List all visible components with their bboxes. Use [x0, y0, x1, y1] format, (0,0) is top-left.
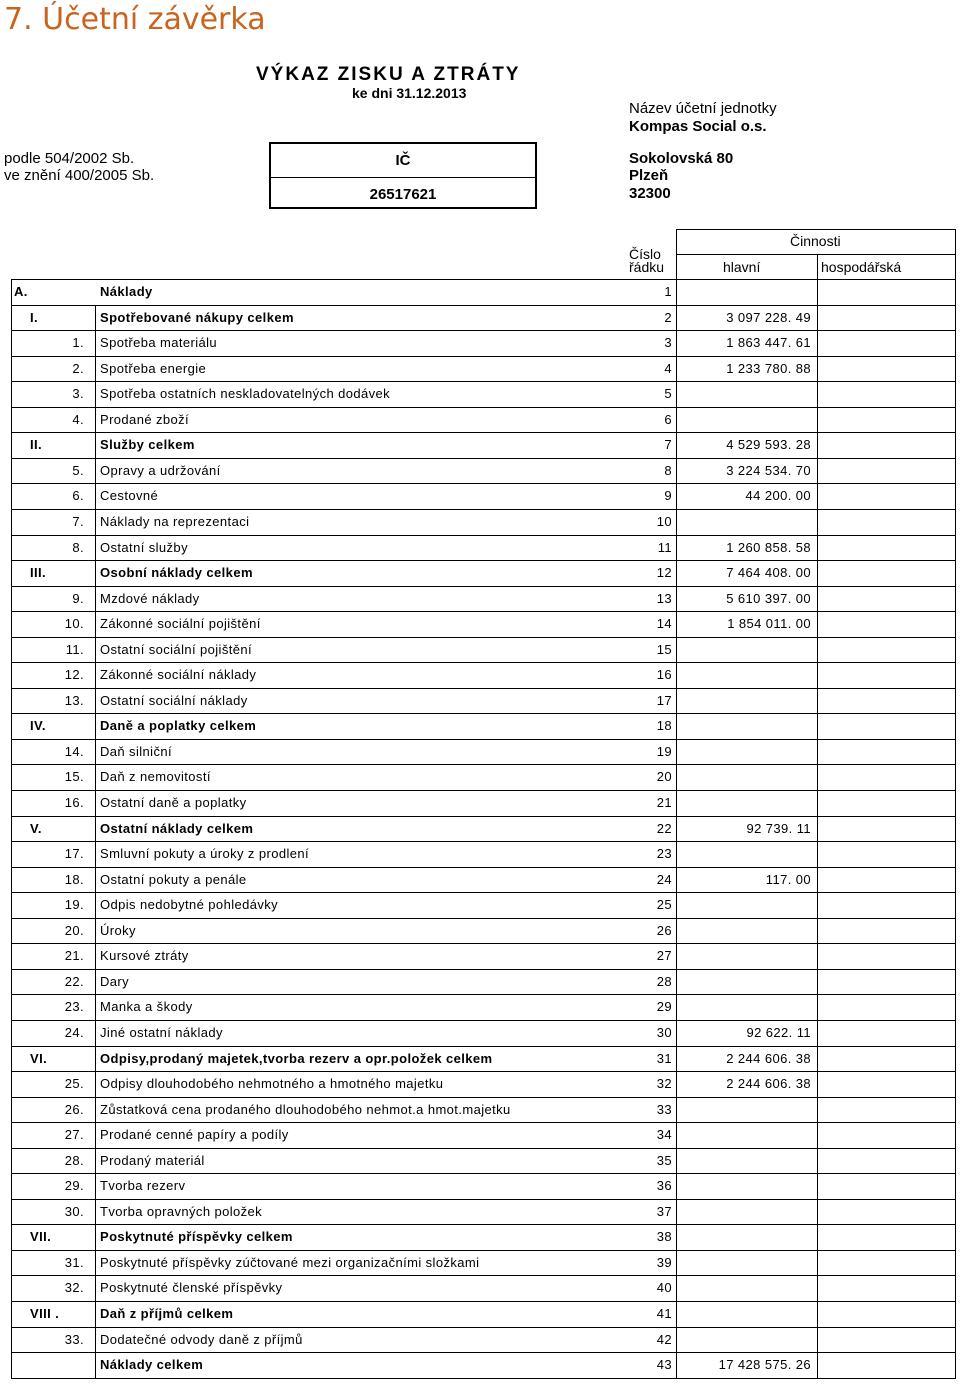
row-main-value: 17 428 575. 26 [718, 1357, 811, 1373]
row-number: I. [30, 309, 39, 325]
row-label: Poskytnuté členské příspěvky [100, 1280, 283, 1296]
row-label: Náklady na reprezentaci [100, 513, 250, 529]
row-line-number: 36 [656, 1178, 672, 1194]
row-label: Kursové ztráty [100, 948, 189, 964]
row-label: Daň z příjmů celkem [100, 1306, 234, 1321]
row-number: V. [30, 820, 42, 836]
line-number-header-2: řádku [629, 259, 665, 275]
row-label: Odpisy,prodaný majetek,tvorba rezerv a opr.položek celkem [100, 1050, 493, 1066]
row-number: 8. [72, 539, 84, 555]
ic-value: 26517621 [369, 186, 437, 203]
table-row [0, 1148, 960, 1173]
row-number: 11. [65, 641, 84, 657]
row-label: Jiné ostatní náklady [100, 1024, 223, 1040]
row-line-number: 43 [656, 1357, 672, 1373]
report-title: VÝKAZ ZISKU A ZTRÁTY [256, 64, 521, 85]
row-main-value: 5 610 397. 00 [726, 590, 811, 606]
row-number: 12. [64, 667, 84, 683]
row-main-value: 1 854 011. 00 [727, 616, 811, 632]
row-main-value: 1 233 780. 88 [726, 360, 811, 376]
row-label: Tvorba rezerv [100, 1178, 186, 1194]
row-line-number: 12 [656, 565, 672, 581]
row-line-number: 22 [656, 820, 672, 836]
row-line-number: 2 [664, 309, 672, 325]
row-line-number: 8 [664, 462, 672, 478]
row-label: Ostatní sociální náklady [100, 692, 248, 708]
row-line-number: 13 [656, 590, 672, 606]
report-date: ke dni 31.12.2013 [352, 85, 467, 101]
table-row [0, 662, 960, 687]
table-row [0, 790, 960, 815]
table-row [0, 279, 960, 304]
entity-name-label: Název účetní jednotky [629, 100, 777, 117]
table-row [0, 994, 960, 1019]
ic-label: IČ [395, 152, 411, 169]
table-right-border [955, 229, 956, 1378]
table-row [0, 458, 960, 483]
table-row [0, 407, 960, 432]
row-number: 28. [64, 1152, 84, 1168]
row-number: 21. [64, 948, 84, 964]
row-label: Náklady [100, 284, 153, 299]
table-row [0, 739, 960, 764]
table-row [0, 841, 960, 866]
row-number: 33. [64, 1331, 84, 1347]
row-label: Zákonné sociální pojištění [100, 616, 261, 632]
row-number: 7. [72, 513, 84, 529]
table-row [0, 1224, 960, 1249]
row-number: VII. [30, 1229, 52, 1245]
row-main-value: 2 244 606. 38 [726, 1050, 811, 1066]
row-label: Odpisy dlouhodobého nehmotného a hmotného majetku [100, 1076, 444, 1092]
row-line-number: 42 [656, 1331, 672, 1347]
row-line-number: 33 [656, 1101, 672, 1117]
row-label: Zákonné sociální náklady [100, 667, 257, 683]
section-title: 7. Účetní závěrka [4, 2, 266, 37]
row-line-number: 27 [656, 948, 672, 964]
row-line-number: 18 [656, 718, 672, 734]
table-row [0, 1020, 960, 1045]
label-column-border [95, 305, 96, 1378]
row-label: Poskytnuté příspěvky celkem [100, 1229, 293, 1245]
row-line-number: 21 [656, 795, 672, 810]
table-row [0, 816, 960, 841]
row-line-number: 3 [664, 335, 672, 351]
row-line-number: 9 [664, 488, 672, 504]
row-label: Prodané zboží [100, 411, 190, 427]
row-label: Prodané cenné papíry a podíly [100, 1127, 289, 1143]
entity-street: Sokolovská 80 [629, 150, 734, 167]
legal-basis-line2: ve znění 400/2005 Sb. [4, 167, 155, 184]
row-label: Tvorba opravných položek [100, 1203, 263, 1219]
row-number: 16. [64, 795, 84, 810]
row-label: Náklady celkem [100, 1357, 204, 1373]
table-row [0, 330, 960, 355]
row-number: 25. [64, 1076, 84, 1092]
row-line-number: 16 [656, 667, 672, 683]
row-number: 13. [64, 692, 84, 708]
row-line-number: 39 [656, 1254, 672, 1270]
row-number: 4. [72, 411, 84, 427]
row-line-number: 17 [656, 692, 672, 708]
row-number: IV. [30, 718, 46, 734]
table-row [0, 1327, 960, 1352]
row-number: III. [30, 565, 47, 581]
row-main-value: 7 464 408. 00 [726, 565, 811, 581]
row-line-number: 6 [664, 411, 672, 427]
row-number: 9. [72, 590, 84, 606]
row-line-number: 37 [656, 1203, 672, 1219]
table-row [0, 483, 960, 508]
table-row [0, 1250, 960, 1275]
row-line-number: 7 [664, 437, 672, 453]
row-label: Spotřeba ostatních neskladovatelných dodávek [100, 386, 391, 402]
table-row [0, 432, 960, 457]
row-label: Cestovné [100, 488, 159, 504]
row-line-number: 28 [656, 973, 672, 989]
row-line-number: 29 [656, 999, 672, 1015]
row-number: 27. [64, 1127, 84, 1143]
row-number: VI. [30, 1050, 48, 1066]
row-number: 2. [72, 360, 84, 376]
legal-basis-line1: podle 504/2002 Sb. [4, 150, 135, 167]
row-number: 20. [64, 922, 84, 938]
entity-zip: 32300 [629, 185, 671, 202]
row-line-number: 11 [657, 539, 672, 555]
row-main-value: 4 529 593. 28 [726, 437, 811, 453]
table-row [0, 1173, 960, 1198]
table-row [0, 535, 960, 560]
row-label: Úroky [100, 922, 136, 938]
table-row [0, 586, 960, 611]
row-line-number: 1 [664, 284, 672, 299]
row-main-value: 3 224 534. 70 [726, 462, 811, 478]
row-number: 26. [64, 1101, 84, 1117]
table-row [0, 509, 960, 534]
row-main-value: 44 200. 00 [745, 488, 811, 504]
row-number: 3. [72, 386, 84, 402]
table-bottom-border [11, 1378, 956, 1379]
row-line-number: 4 [664, 360, 672, 376]
row-line-number: 31 [656, 1050, 672, 1066]
row-label: Ostatní náklady celkem [100, 820, 254, 836]
table-row [0, 969, 960, 994]
row-number: 1. [72, 335, 84, 351]
row-label: Osobní náklady celkem [100, 565, 253, 581]
table-row [0, 892, 960, 917]
table-row [0, 1122, 960, 1147]
row-line-number: 15 [656, 641, 672, 657]
row-line-number: 5 [664, 386, 672, 402]
row-number: VIII . [30, 1306, 60, 1321]
row-number: 32. [64, 1280, 84, 1296]
table-row [0, 688, 960, 713]
row-line-number: 10 [656, 513, 672, 529]
row-line-number: 25 [656, 897, 672, 913]
row-label: Zůstatková cena prodaného dlouhodobého nehmot.a hmot.majetku [100, 1101, 511, 1117]
row-label: Spotřeba energie [100, 360, 207, 376]
row-number: 5. [72, 462, 84, 478]
row-main-value: 92 739. 11 [746, 820, 811, 836]
row-line-number: 24 [656, 871, 672, 887]
row-label: Manka a škody [100, 999, 193, 1015]
row-line-number: 35 [656, 1152, 672, 1168]
row-label: Mzdové náklady [100, 590, 200, 606]
row-label: Smluvní pokuty a úroky z prodlení [100, 846, 310, 862]
table-row [0, 1071, 960, 1096]
row-number: 23. [64, 999, 84, 1015]
row-number: 15. [64, 769, 84, 785]
row-line-number: 26 [656, 922, 672, 938]
row-number: 10. [64, 616, 84, 632]
row-number: 14. [64, 743, 84, 759]
main-activity-header: hlavní [723, 259, 761, 275]
row-main-value: 117. 00 [765, 871, 811, 887]
row-main-value: 1 260 858. 58 [726, 539, 811, 555]
row-main-value: 92 622. 11 [746, 1024, 811, 1040]
table-row [0, 1097, 960, 1122]
table-row [0, 1275, 960, 1300]
entity-name: Kompas Social o.s. [629, 118, 767, 135]
row-line-number: 38 [656, 1229, 672, 1245]
table-row [0, 713, 960, 738]
row-number: 24. [64, 1024, 84, 1040]
table-row [0, 918, 960, 943]
activities-header: Činnosti [790, 233, 841, 249]
row-label: Ostatní sociální pojištění [100, 641, 253, 657]
row-line-number: 40 [656, 1280, 672, 1296]
line-column-border [676, 229, 677, 1378]
row-label: Dary [100, 973, 130, 989]
row-number: II. [30, 437, 43, 453]
row-main-value: 3 097 228. 49 [726, 309, 811, 325]
row-label: Ostatní daně a poplatky [100, 795, 247, 810]
table-row [0, 356, 960, 381]
row-number: A. [14, 284, 28, 299]
table-row [0, 560, 960, 585]
row-label: Ostatní služby [100, 539, 188, 555]
row-label: Spotřeba materiálu [100, 335, 218, 351]
table-row [0, 1352, 960, 1377]
table-left-border [11, 279, 12, 1378]
row-label: Poskytnuté příspěvky zúčtované mezi organizačními složkami [100, 1254, 480, 1270]
row-main-value: 1 863 447. 61 [726, 335, 811, 351]
table-row [0, 1199, 960, 1224]
table-row [0, 764, 960, 789]
table-row [0, 305, 960, 330]
table-row [0, 381, 960, 406]
row-label: Služby celkem [100, 437, 195, 453]
table-row [0, 943, 960, 968]
table-row [0, 1301, 960, 1326]
row-line-number: 30 [656, 1024, 672, 1040]
row-number: 6. [72, 488, 84, 504]
row-number: 17. [64, 846, 84, 862]
table-row [0, 1046, 960, 1071]
row-number: 29. [64, 1178, 84, 1194]
table-row [0, 867, 960, 892]
row-label: Ostatní pokuty a penále [100, 871, 247, 887]
row-line-number: 23 [656, 846, 672, 862]
row-number: 19. [64, 897, 84, 913]
row-number: 31. [64, 1254, 84, 1270]
row-line-number: 32 [656, 1076, 672, 1092]
row-label: Daň z nemovitostí [100, 769, 211, 785]
row-number: 18. [64, 871, 84, 887]
row-line-number: 19 [656, 743, 672, 759]
row-label: Prodaný materiál [100, 1152, 205, 1168]
row-line-number: 14 [656, 616, 672, 632]
row-line-number: 41 [656, 1306, 672, 1321]
line-number-header-1: Číslo [629, 246, 661, 262]
row-label: Daně a poplatky celkem [100, 718, 257, 734]
row-number: 30. [64, 1203, 84, 1219]
row-number: 22. [64, 973, 84, 989]
entity-city: Plzeň [629, 167, 669, 184]
table-row [0, 637, 960, 662]
row-label: Spotřebované nákupy celkem [100, 309, 294, 325]
row-label: Odpis nedobytné pohledávky [100, 897, 279, 913]
row-label: Dodatečné odvody daně z příjmů [100, 1331, 303, 1347]
row-label: Opravy a udržování [100, 462, 221, 478]
row-label: Daň silniční [100, 743, 172, 759]
row-line-number: 20 [656, 769, 672, 785]
economic-activity-header: hospodářská [821, 259, 902, 275]
row-line-number: 34 [656, 1127, 672, 1143]
main-column-border [817, 254, 818, 1378]
table-row [0, 611, 960, 636]
row-main-value: 2 244 606. 38 [726, 1076, 811, 1092]
